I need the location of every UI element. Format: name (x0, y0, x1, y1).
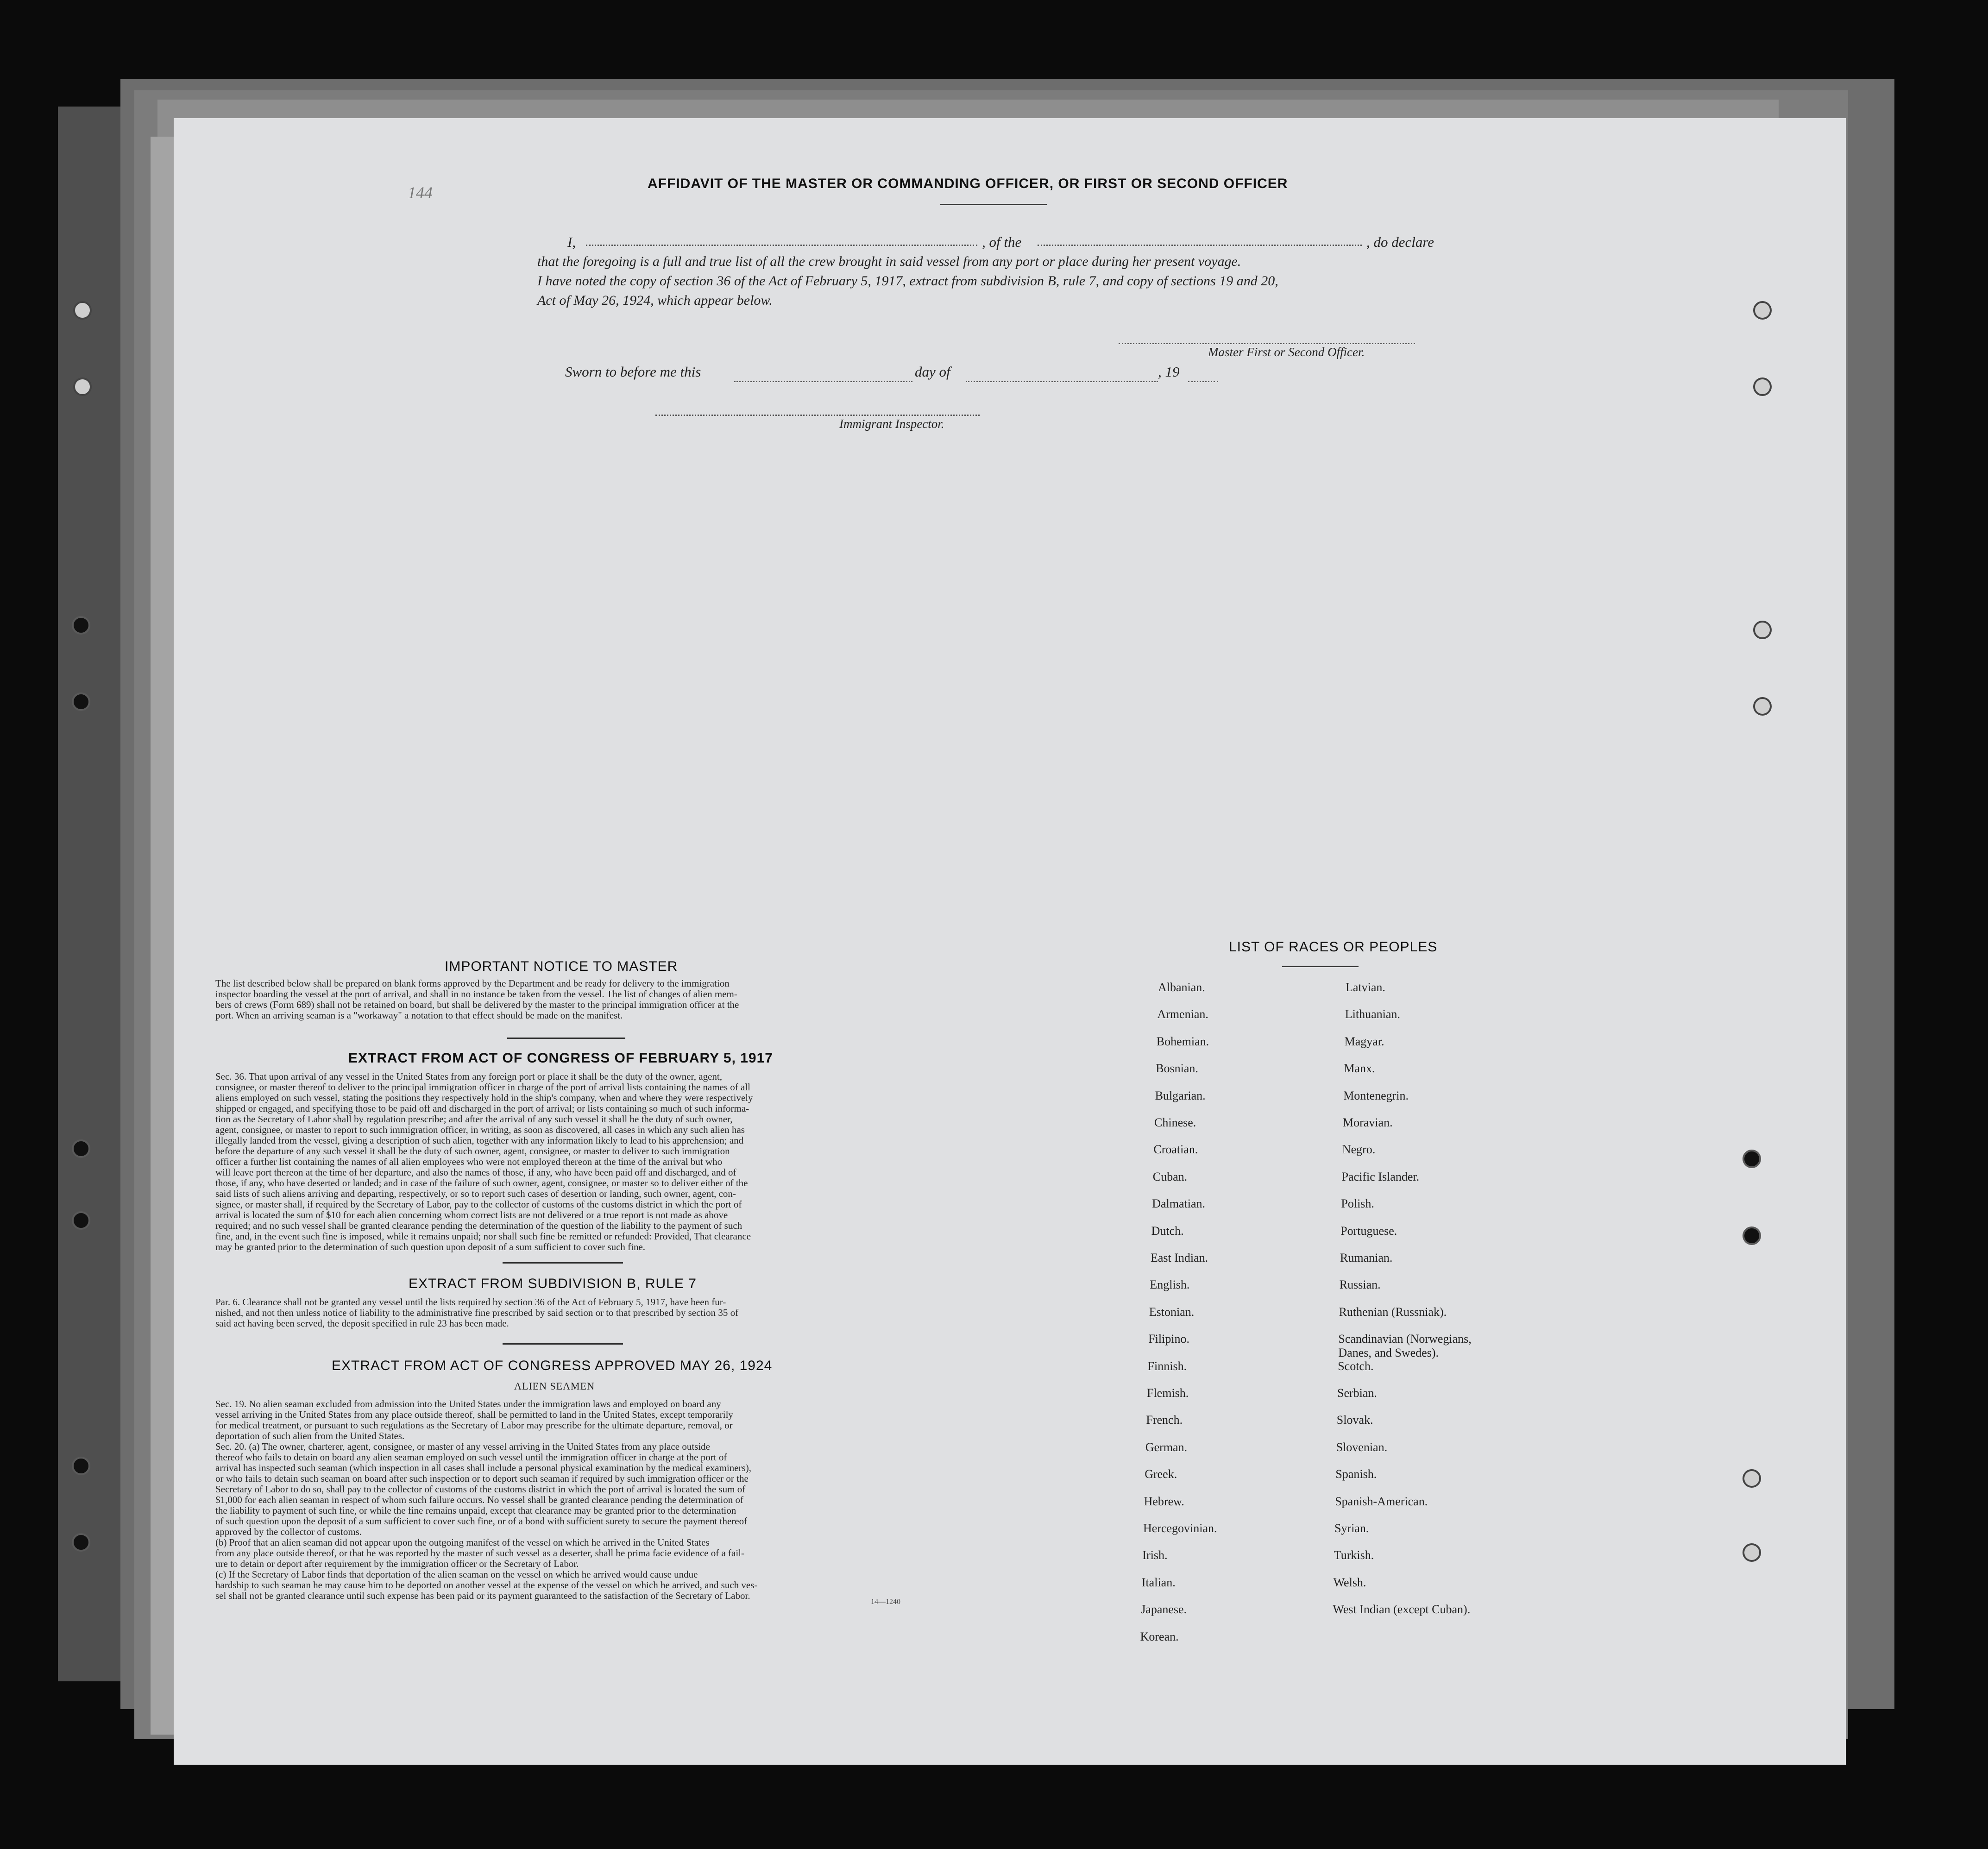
sworn-day-field[interactable] (734, 381, 912, 382)
race-item: Korean. (1140, 1629, 1179, 1643)
race-item: Greek. (1145, 1467, 1177, 1481)
race-item: Spanish. (1335, 1467, 1377, 1481)
punch-hole (72, 692, 90, 711)
race-item: Bohemian. (1156, 1034, 1209, 1048)
race-item: Scandinavian (Norwegians, Danes, and Swedes). (1338, 1332, 1472, 1360)
vessel-field[interactable] (1038, 245, 1362, 246)
year-label: , 19 (1158, 364, 1180, 380)
act1924-subtitle: ALIEN SEAMEN (514, 1380, 595, 1392)
punch-hole (72, 616, 90, 635)
race-item: English. (1150, 1278, 1190, 1292)
race-item: East Indian. (1151, 1251, 1208, 1264)
race-item: Turkish. (1334, 1548, 1374, 1562)
punch-hole (1753, 697, 1772, 716)
race-item: Slovenian. (1336, 1440, 1388, 1454)
race-item: Cuban. (1152, 1170, 1188, 1183)
punch-hole (1743, 1543, 1761, 1562)
race-item: Pacific Islander. (1341, 1170, 1420, 1183)
punch-hole (1753, 301, 1772, 320)
punch-hole (1743, 1150, 1761, 1168)
punch-hole (72, 1533, 90, 1552)
race-item: Hercegovinian. (1143, 1522, 1217, 1535)
race-item: Syrian. (1334, 1522, 1369, 1535)
divider (1282, 966, 1359, 967)
race-item: Bosnian. (1156, 1062, 1198, 1075)
race-item: Hebrew. (1144, 1494, 1184, 1508)
race-item: Magyar. (1344, 1034, 1384, 1048)
affidavit-i: I, (567, 234, 576, 250)
race-item: Irish. (1142, 1548, 1168, 1562)
race-item: Lithuanian. (1345, 1007, 1400, 1021)
affidavit-line4: Act of May 26, 1924, which appear below. (537, 293, 773, 308)
act1917-title: EXTRACT FROM ACT OF CONGRESS OF FEBRUARY 5, 1917 (348, 1050, 773, 1066)
race-item: Ruthenian (Russniak). (1339, 1305, 1447, 1319)
race-item: Polish. (1341, 1197, 1374, 1211)
race-item: Slovak. (1336, 1413, 1373, 1427)
punch-hole (72, 1139, 90, 1158)
race-item: Dutch. (1151, 1224, 1184, 1238)
race-item: Bulgarian. (1155, 1088, 1206, 1102)
race-item: Dalmatian. (1152, 1197, 1205, 1211)
race-item: Estonian. (1149, 1305, 1195, 1319)
punch-hole (1743, 1469, 1761, 1488)
act1924-body: Sec. 19. No alien seaman excluded from admission into the United States under the immigration laws and employed on board any vessel arriving in the United States from any place outside thereof, shall be permitted to land in the United States, except temporarily for medical treatment, or pursuant to such regulations as the Secretary of Labor may prescribe for the ultimate departure, removal, or deportation of such alien from the United States. Sec. 20. (a) The owner, charterer, agent, consignee, or master of any vessel arriving in the United States from any place outside thereof who fails to detain on board any alien seaman employed on such vessel until the immigration officer in charge at the port of arrival has inspected such seaman (which inspection in all cases shall include a personal physical examination by the medical examiners), or who fails to detain such seaman on board after such inspection or to deport such seaman if required by such immigration officer or the Secretary of Labor to do so, shall pay to the collector of customs of the customs district in which the port of arrival is located the sum of $1,000 for each alien seaman in respect of whom such failure occurs. No vessel shall be granted clearance pending the determination of the liability to payment of such fine, or while the fine remains unpaid, except that clearance may be granted prior to the determination of such question upon the deposit of a sum sufficient to cover such fine, or of a bond with sufficient surety to secure the payment thereof approved by the collector of customs. (b) Proof that an alien seaman did not appear upon the outgoing manifest of the vessel on which he arrived in the United States from any place outside thereof, or that he was reported by the master of such vessel as a deserter, shall be prima facie evidence of a fail- ure to detain or deport after requirement by the immigration officer or the Secretary of Labor. (c) If the Secretary of Labor finds that deportation of the alien seaman on the vessel on which he arrived would cause undue hardship to such seaman he may cause him to be deported on another vessel at the expense of the vessel on which he arrived, and such ves- sel shall not be granted clearance until such expense has been paid or its payment guaranteed to the satisfaction of the Secretary of Labor. (215, 1398, 758, 1601)
punch-hole (1743, 1226, 1761, 1245)
race-item: Scotch. (1338, 1359, 1374, 1373)
races-title: LIST OF RACES OR PEOPLES (1229, 939, 1438, 955)
affidavit-do-declare: , do declare (1366, 234, 1434, 250)
race-item: Manx. (1344, 1062, 1375, 1075)
inspector-signature-field[interactable] (655, 415, 980, 416)
race-item: Latvian. (1346, 981, 1385, 994)
punch-hole (73, 377, 92, 396)
race-item: Flemish. (1147, 1386, 1189, 1400)
inspector-label: Immigrant Inspector. (839, 417, 944, 431)
punch-hole (1753, 621, 1772, 639)
race-item: Spanish-American. (1335, 1494, 1428, 1508)
race-item: Armenian. (1157, 1007, 1208, 1021)
sworn-label: Sworn to before me this (565, 364, 701, 380)
sworn-month-field[interactable] (966, 381, 1158, 382)
race-item: Finnish. (1147, 1359, 1187, 1373)
race-item: Welsh. (1333, 1575, 1366, 1589)
name-field[interactable] (586, 245, 977, 246)
divider (940, 204, 1047, 205)
affidavit-of-the: , of the (982, 234, 1022, 250)
punch-hole (73, 301, 92, 320)
divider (503, 1343, 623, 1345)
race-item: Filipino. (1148, 1332, 1190, 1346)
race-item: Moravian. (1343, 1116, 1393, 1129)
race-item: Negro. (1342, 1143, 1376, 1157)
subdivision-title: EXTRACT FROM SUBDIVISION B, RULE 7 (409, 1276, 697, 1291)
notice-body: The list described below shall be prepared on blank forms approved by the Department and be ready for delivery to the immigration inspector boarding the vessel at the port of arrival, and shall in no instance be taken from the vessel. The list of changes of alien mem- bers of crews (Form 689) shall not be retained on board, but shall be delivered by the master to the principal immigration officer at the port. When an arriving seaman is a "workaway" a notation to that effect should be made on the manifest. (215, 978, 739, 1021)
race-item: French. (1146, 1413, 1183, 1427)
sworn-year-field[interactable] (1188, 381, 1218, 382)
signature-label: Master First or Second Officer. (1208, 345, 1365, 359)
divider (507, 1038, 625, 1039)
punch-hole (1753, 377, 1772, 396)
race-item: Italian. (1141, 1575, 1176, 1589)
punch-hole (72, 1457, 90, 1475)
notice-title: IMPORTANT NOTICE TO MASTER (445, 959, 678, 974)
race-item: Chinese. (1154, 1116, 1196, 1129)
affidavit-title: AFFIDAVIT OF THE MASTER OR COMMANDING OFFICER, OR FIRST OR SECOND OFFICER (648, 176, 1288, 191)
race-item: Rumanian. (1340, 1251, 1393, 1264)
affidavit-line3: I have noted the copy of section 36 of the Act of February 5, 1917, extract from subdivision B, rule 7, and copy of sections 19 and 20, (537, 273, 1278, 289)
race-item: Croatian. (1153, 1143, 1198, 1157)
act1917-body: Sec. 36. That upon arrival of any vessel in the United States from any foreign port or place it shall be the duty of the owner, agent, consignee, or master thereof to deliver to the principal immigration officer in charge of the port of arrival lists containing the names of all aliens employed on such vessel, stating the positions they respectively hold in the ship's company, when and where they were respectively shipped or engaged, and specifying those to be paid off and discharged in the port of arrival; or lists containing so much of such informa- tion as the Secretary of Labor shall by regulation prescribe; and after the arrival of any such vessel it shall be the duty of such owner, agent, consignee, or master to report to such immigration officer, in writing, as soon as discovered, all cases in which any such alien has illegally landed from the vessel, giving a description of such alien, together with any information likely to lead to his apprehension; and before the departure of any such vessel it shall be the duty of such owner, agent, consignee, or master to deliver to such immigration officer a further list containing the names of all alien employees who were not employed thereon at the time of the arrival but who will leave port thereon at the time of her departure, and also the names of those, if any, who have been paid off and discharged, and of those, if any, who have deserted or landed; and in case of the failure of such owner, agent, consignee, or master so to deliver either of the said lists of such aliens arriving and departing, respectively, or so to report such cases of desertion or landing, such owner, agent, con- signee, or master shall, if required by the Secretary of Labor, pay to the collector of customs of the customs district in which the port of arrival is located the sum of $10 for each alien concerning whom correct lists are not delivered or a true report is not made as above required; and no such vessel shall be granted clearance pending the determination of the question of the liability to the payment of such fine, and, in the event such fine is imposed, while it remains unpaid; nor shall such fine be remitted or refunded: Provided, That clearance may be granted prior to the determination of such question upon deposit of a sum sufficient to cover such fine. (215, 1071, 753, 1252)
divider (503, 1262, 623, 1264)
race-item: German. (1145, 1440, 1188, 1454)
subdivision-body: Par. 6. Clearance shall not be granted any vessel until the lists required by section 36 of the Act of February 5, 1917, have been fur- nished, and not then unless notice of liability to the administrative fine prescribed by said section or to that prescribed by section 35 of said act having been served, the deposit specified in rule 23 has been made. (215, 1296, 739, 1329)
race-item: Portuguese. (1340, 1224, 1397, 1238)
punch-hole (72, 1211, 90, 1230)
race-item: Japanese. (1141, 1603, 1187, 1616)
race-item: Albanian. (1158, 981, 1205, 994)
signature-field[interactable] (1119, 343, 1415, 344)
day-of-label: day of (915, 364, 950, 380)
act1924-title: EXTRACT FROM ACT OF CONGRESS APPROVED MAY 26, 1924 (332, 1358, 773, 1373)
race-item: Russian. (1339, 1278, 1381, 1292)
race-item: Serbian. (1337, 1386, 1377, 1400)
race-item: Montenegrin. (1343, 1088, 1409, 1102)
race-item: West Indian (except Cuban). (1333, 1603, 1471, 1616)
affidavit-line2: that the foregoing is a full and true list of all the crew brought in said vessel from any port or place during her present voyage. (537, 254, 1241, 269)
form-number: 14—1240 (871, 1598, 900, 1606)
margin-mark: 144 (408, 183, 433, 202)
